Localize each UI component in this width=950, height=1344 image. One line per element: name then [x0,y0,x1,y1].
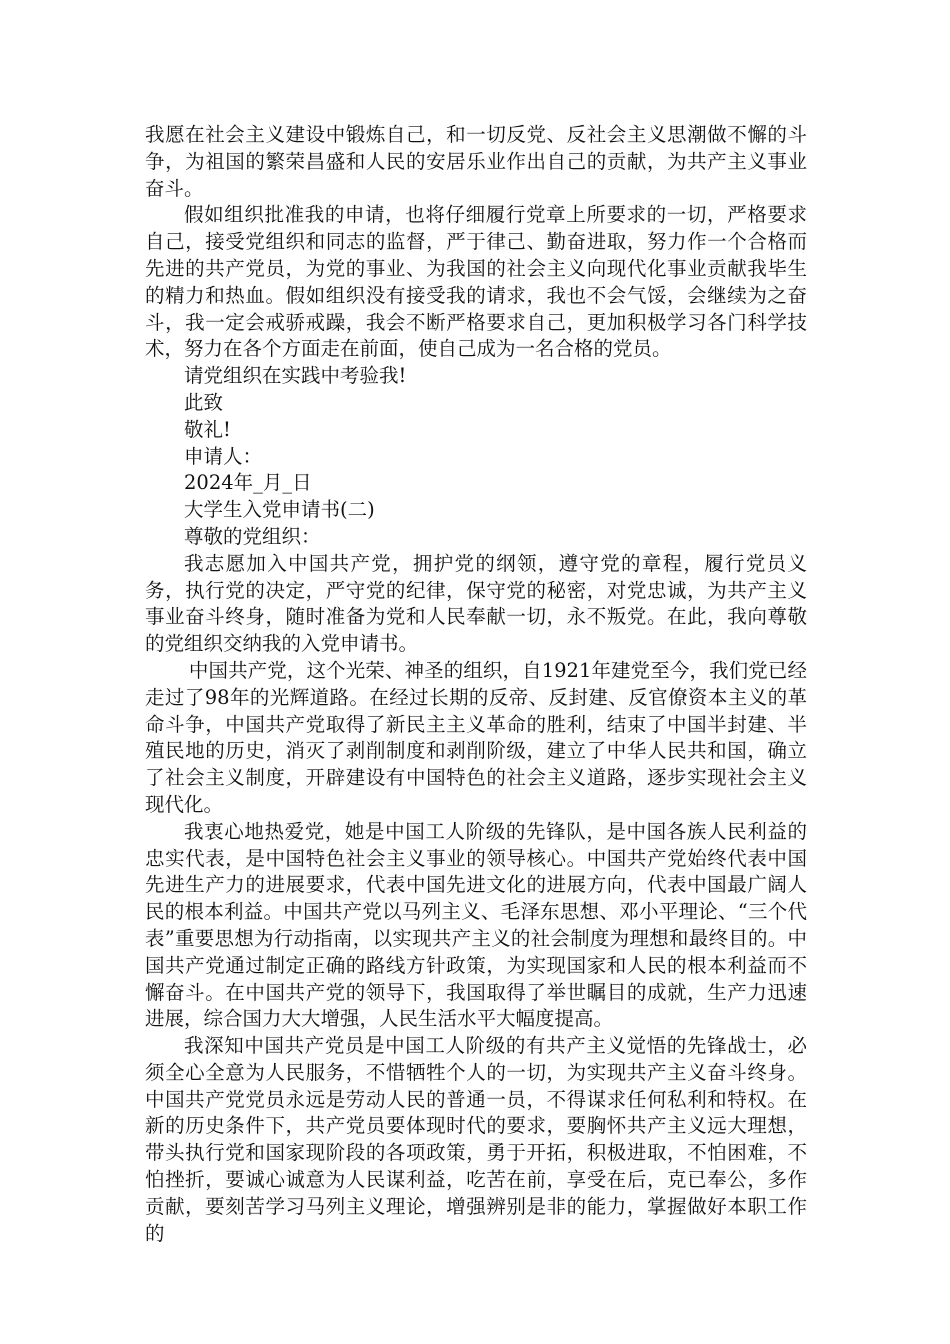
paragraph-2: 假如组织批准我的申请，也将仔细履行党章上所要求的一切，严格要求自己，接受党组织和同志的监督，严于律己、勤奋进取，努力作一个合格而先进的共产党员，为党的事业、为我国的社会主义向现代化事业贡献我毕生的精力和热血。假如组织没有接受我的请求，我也不会气馁，会继续为之奋斗，我一定会戒骄戒躁，我会不断严格要求自己，更加积极学习各门科学技术，努力在各个方面走在前面，使自己成为一名合格的党员。 [145,203,807,361]
paragraph-6: 我深知中国共产党员是中国工人阶级的有共产主义觉悟的先锋战士，必须全心全意为人民服务，不惜牺牲个人的一切，为实现共产主义奋斗终身。中国共产党党员永远是劳动人民的普通一员，不得谋求任何私利和特权。在新的历史条件下，共产党员要体现时代的要求，要胸怀共产主义远大理想，带头执行党和国家现阶段的各项政策，勇于开拓，积极进取，不怕困难，不怕挫折，要诚心诚意为人民谋利益，吃苦在前，享受在后，克已奉公，多作贡献，要刻苦学习马列主义理论，增强辨别是非的能力，掌握做好本职工作的 [145,1034,807,1245]
salutation-jingli: 敬礼! [184,417,231,441]
document-body [145,122,807,1247]
paragraph-4: 中国共产党，这个光荣、神圣的组织，自1921年建党至今，我们党已经走过了98年的光辉道路。在经过长期的反帝、反封建、反官僚资本主义的革命斗争，中国共产党取得了新民主主义革命的胜利，结束了中国半封建、半殖民地的历史，消灭了剥削制度和剥削阶级，建立了中华人民共和国，确立了社会主义制度，开辟建设有中国特色的社会主义道路，逐步实现社会主义现代化。 [145,658,807,816]
paragraph-3: 我志愿加入中国共产党，拥护党的纲领，遵守党的章程，履行党员义务，执行党的决定，严守党的纪律，保守党的秘密，对党忠诚，为共产主义事业奋斗终身，随时准备为党和人民奉献一切，永不叛党。在此，我向尊敬的党组织交纳我的入党申请书。 [145,551,807,656]
paragraph-1: 我愿在社会主义建设中锻炼自己，和一切反党、反社会主义思潮做不懈的斗争，为祖国的繁荣昌盛和人民的安居乐业作出自己的贡献，为共产主义事业奋斗。 [145,123,807,200]
paragraph-5: 我衷心地热爱党，她是中国工人阶级的先锋队，是中国各族人民利益的忠实代表，是中国特色社会主义事业的领导核心。中国共产党始终代表中国先进生产力的进展要求，代表中国先进文化的进展方向，代表中国最广阔人民的根本利益。中国共产党以马列主义、毛泽东思想、邓小平理论、“三个代表”重要思想为行动指南，以实现共产主义的社会制度为理想和最终目的。中国共产党通过制定正确的路线方针政策，为实现国家和人民的根本利益而不懈奋斗。在中国共产党的领导下，我国取得了举世瞩目的成就，生产力迅速进展，综合国力大大增强，人民生活水平大幅度提高。 [145,819,807,1031]
salutation-cizhi: 此致 [184,390,224,414]
date-line: 2024年_月_日 [184,471,312,495]
section-title: 大学生入党申请书(二) [184,498,375,522]
applicant-label: 申请人： [184,444,263,468]
greeting: 尊敬的党组织： [184,524,321,548]
closing-request: 请党组织在实践中考验我! [184,364,407,388]
